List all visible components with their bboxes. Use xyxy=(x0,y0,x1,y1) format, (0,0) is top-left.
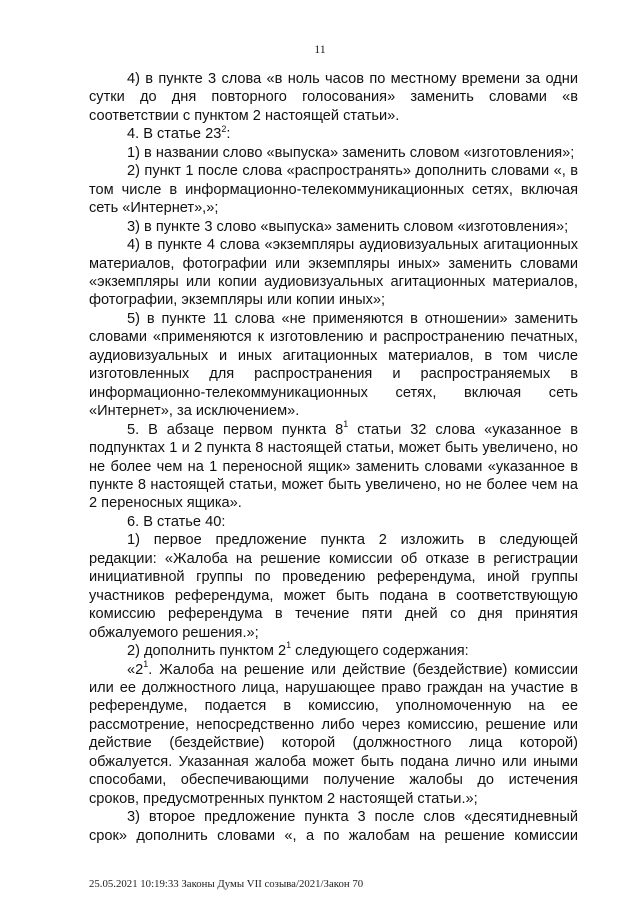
paragraph-text: статьи 32 слова «указанное в подпунктах 1 и 2 пункта 8 настоящей статьи, может быть увеличено, но не более чем на 1 переносной ящик» заменить словами «указанное в пункте 8 настоящей статьи, может быть увеличено, но не более чем на 2 переносных ящика». xyxy=(89,421,578,512)
superscript: 2 xyxy=(221,123,227,134)
paragraph: 2) пункт 1 после слова «распространять» дополнить словами «, в том числе в информационно-телекоммуникационных сетях, включая сеть «Интернет»,»; xyxy=(89,163,578,217)
superscript: 1 xyxy=(343,418,349,429)
paragraph: 1) первое предложение пункта 2 изложить в следующей редакции: «Жалоба на решение комиссии об отказе в регистрации инициативной группы по проведению референдума, иной группы участников референдума, может быть подана в соответствующую комиссию референдума в течение пяти дней со дня принятия обжалуемого решения.»; xyxy=(89,532,578,641)
paragraph xyxy=(89,658,578,809)
paragraph: 1) в названии слово «выпуска» заменить словом «изготовления»; xyxy=(127,144,575,161)
paragraph: 3) в пункте 3 слово «выпуска» заменить словом «изготовления»; xyxy=(127,218,569,235)
paragraph xyxy=(89,418,578,513)
paragraph-text: «2 xyxy=(127,661,144,678)
footer-stamp: 25.05.2021 10:19:33 Законы Думы VII созыва/2021/Закон 70 xyxy=(89,878,364,890)
paragraph-text: 5. В абзаце первом пункта 8 xyxy=(127,421,344,438)
paragraph xyxy=(89,125,578,143)
paragraph: 3) второе предложение пункта 3 после слов «десятидневный срок» дополнить словами «, а по жалобам на решение комиссии xyxy=(89,809,578,844)
paragraph: 6. В статье 40: xyxy=(127,513,226,530)
paragraph-text: 4. В статье 23 xyxy=(127,126,222,143)
paragraph-text: следующего содержания: xyxy=(291,643,469,660)
paragraph: 4) в пункте 3 слова «в ноль часов по местному времени за одни сутки до дня повторного голосования» заменить словами «в соответствии с пунктом 2 настоящей статьи». xyxy=(89,71,578,124)
paragraph-text: : xyxy=(226,126,231,143)
superscript: 1 xyxy=(286,640,292,651)
paragraph-text: 2) дополнить пунктом 2 xyxy=(127,643,287,660)
page-number: 11 xyxy=(314,42,326,56)
paragraph-text: . Жалоба на решение или действие (бездействие) комиссии или ее должностного лица, нарушающее право граждан на участие в референдуме, подается в комиссию, уполномоченную на ее рассмотрение, непосредственно либо через комиссию, решение или действие (бездействие) которой (должностного лица которой) обжалуется. Указанная жалоба может быть подана лично или иными способами, обеспечивающими получение жалобы до истечения сроков, предусмотренных пунктом 2 настоящей статьи.»; xyxy=(89,661,578,807)
paragraph: 5) в пункте 11 слова «не применяются в отношении» заменить словами «применяются к изготовлению и распространению печатных, аудиовизуальных и иных агитационных материалов, в том числе изготовленных для распространения и распространяемых в информационно-телекоммуникационных сетях, включая сеть «Интернет», за исключением». xyxy=(89,310,578,420)
paragraph xyxy=(89,642,578,660)
document-body xyxy=(89,70,578,845)
superscript: 1 xyxy=(143,658,149,669)
paragraph: 4) в пункте 4 слова «экземпляры аудиовизуальных агитационных материалов, фотографии или экземпляры иных» заменить словами «экземпляры или копии аудиовизуальных агитационных материалов, фотографии, экземпляры или копии иных»; xyxy=(89,237,578,309)
